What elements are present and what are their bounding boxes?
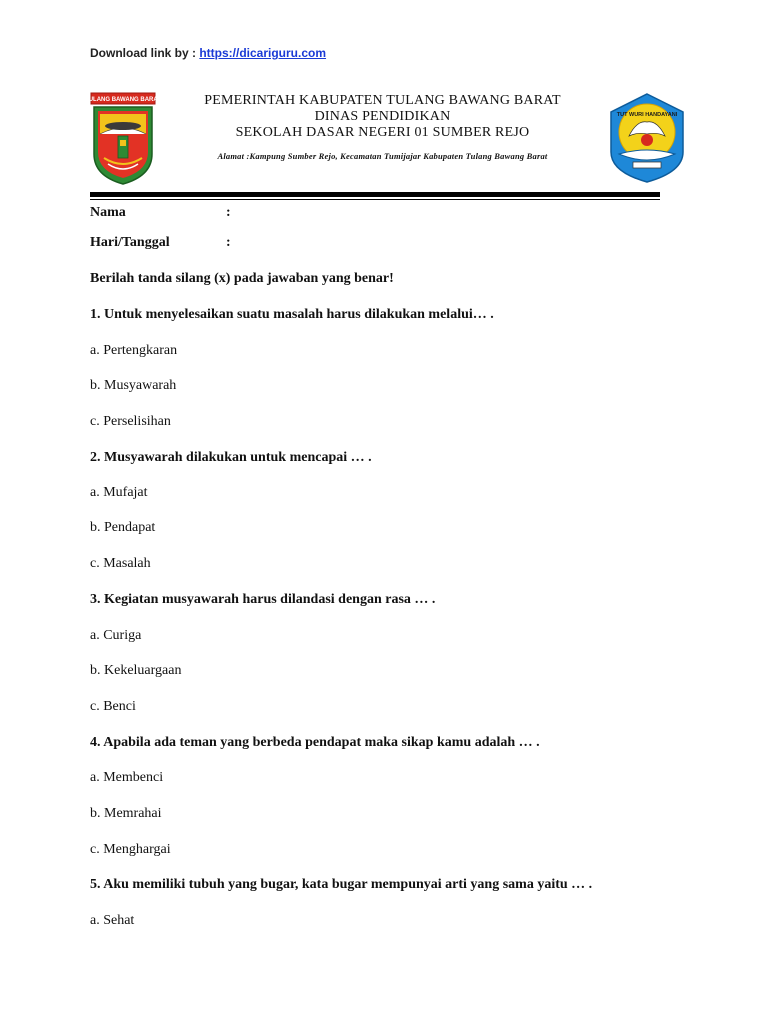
question-1-option-b: b. Musyawarah [90, 378, 177, 393]
question-3: 3. Kegiatan musyawarah harus dilandasi dengan rasa … . [90, 592, 436, 607]
question-1: 1. Untuk menyelesaikan suatu masalah harus dilakukan melalui… . [90, 307, 494, 322]
tulang-bawang-barat-emblem-icon [85, 92, 161, 186]
download-note [90, 46, 326, 60]
name-label: Nama [90, 205, 126, 220]
question-5-option-a: a. Sehat [90, 913, 135, 928]
date-colon: : [226, 235, 231, 250]
date-label: Hari/Tanggal [90, 235, 170, 250]
question-3-option-c: c. Benci [90, 699, 136, 714]
letterhead-divider-thin [90, 199, 660, 200]
question-1-option-a: a. Pertengkaran [90, 343, 178, 358]
question-3-option-a: a. Curiga [90, 628, 142, 643]
question-1-option-c: c. Perselisihan [90, 414, 171, 429]
instruction: Berilah tanda silang (x) pada jawaban yang benar! [90, 271, 394, 286]
government-line: PEMERINTAH KABUPATEN TULANG BAWANG BARAT [204, 93, 561, 108]
school-name: SEKOLAH DASAR NEGERI 01 SUMBER REJO [235, 125, 530, 140]
question-3-option-b: b. Kekeluargaan [90, 663, 182, 678]
download-link[interactable]: https://dicariguru.com [199, 46, 327, 60]
question-4: 4. Apabila ada teman yang berbeda pendapat maka sikap kamu adalah … . [90, 735, 540, 750]
question-5: 5. Aku memiliki tubuh yang bugar, kata bugar mempunyai arti yang sama yaitu … . [90, 877, 593, 892]
question-2: 2. Musyawarah dilakukan untuk mencapai … . [90, 450, 372, 465]
svg-text:TULANG BAWANG BARAT: TULANG BAWANG BARAT [85, 97, 161, 103]
question-2-option-c: c. Masalah [90, 556, 151, 571]
svg-text:TUT WURI HANDAYANI: TUT WURI HANDAYANI [616, 112, 678, 118]
letterhead-divider-thick [90, 192, 660, 197]
school-address: Alamat :Kampung Sumber Rejo, Kecamatan Tumijajar Kabupaten Tulang Bawang Barat [217, 151, 548, 161]
question-4-option-c: c. Menghargai [90, 842, 171, 857]
question-2-option-b: b. Pendapat [90, 520, 156, 535]
tut-wuri-handayani-emblem-icon [607, 92, 687, 184]
question-2-option-a: a. Mufajat [90, 485, 148, 500]
download-label: Download link by : [90, 46, 200, 60]
question-4-option-b: b. Memrahai [90, 806, 162, 821]
letterhead [170, 93, 595, 162]
name-colon: : [226, 205, 231, 220]
question-4-option-a: a. Membenci [90, 770, 164, 785]
department-line: DINAS PENDIDIKAN [314, 109, 451, 124]
